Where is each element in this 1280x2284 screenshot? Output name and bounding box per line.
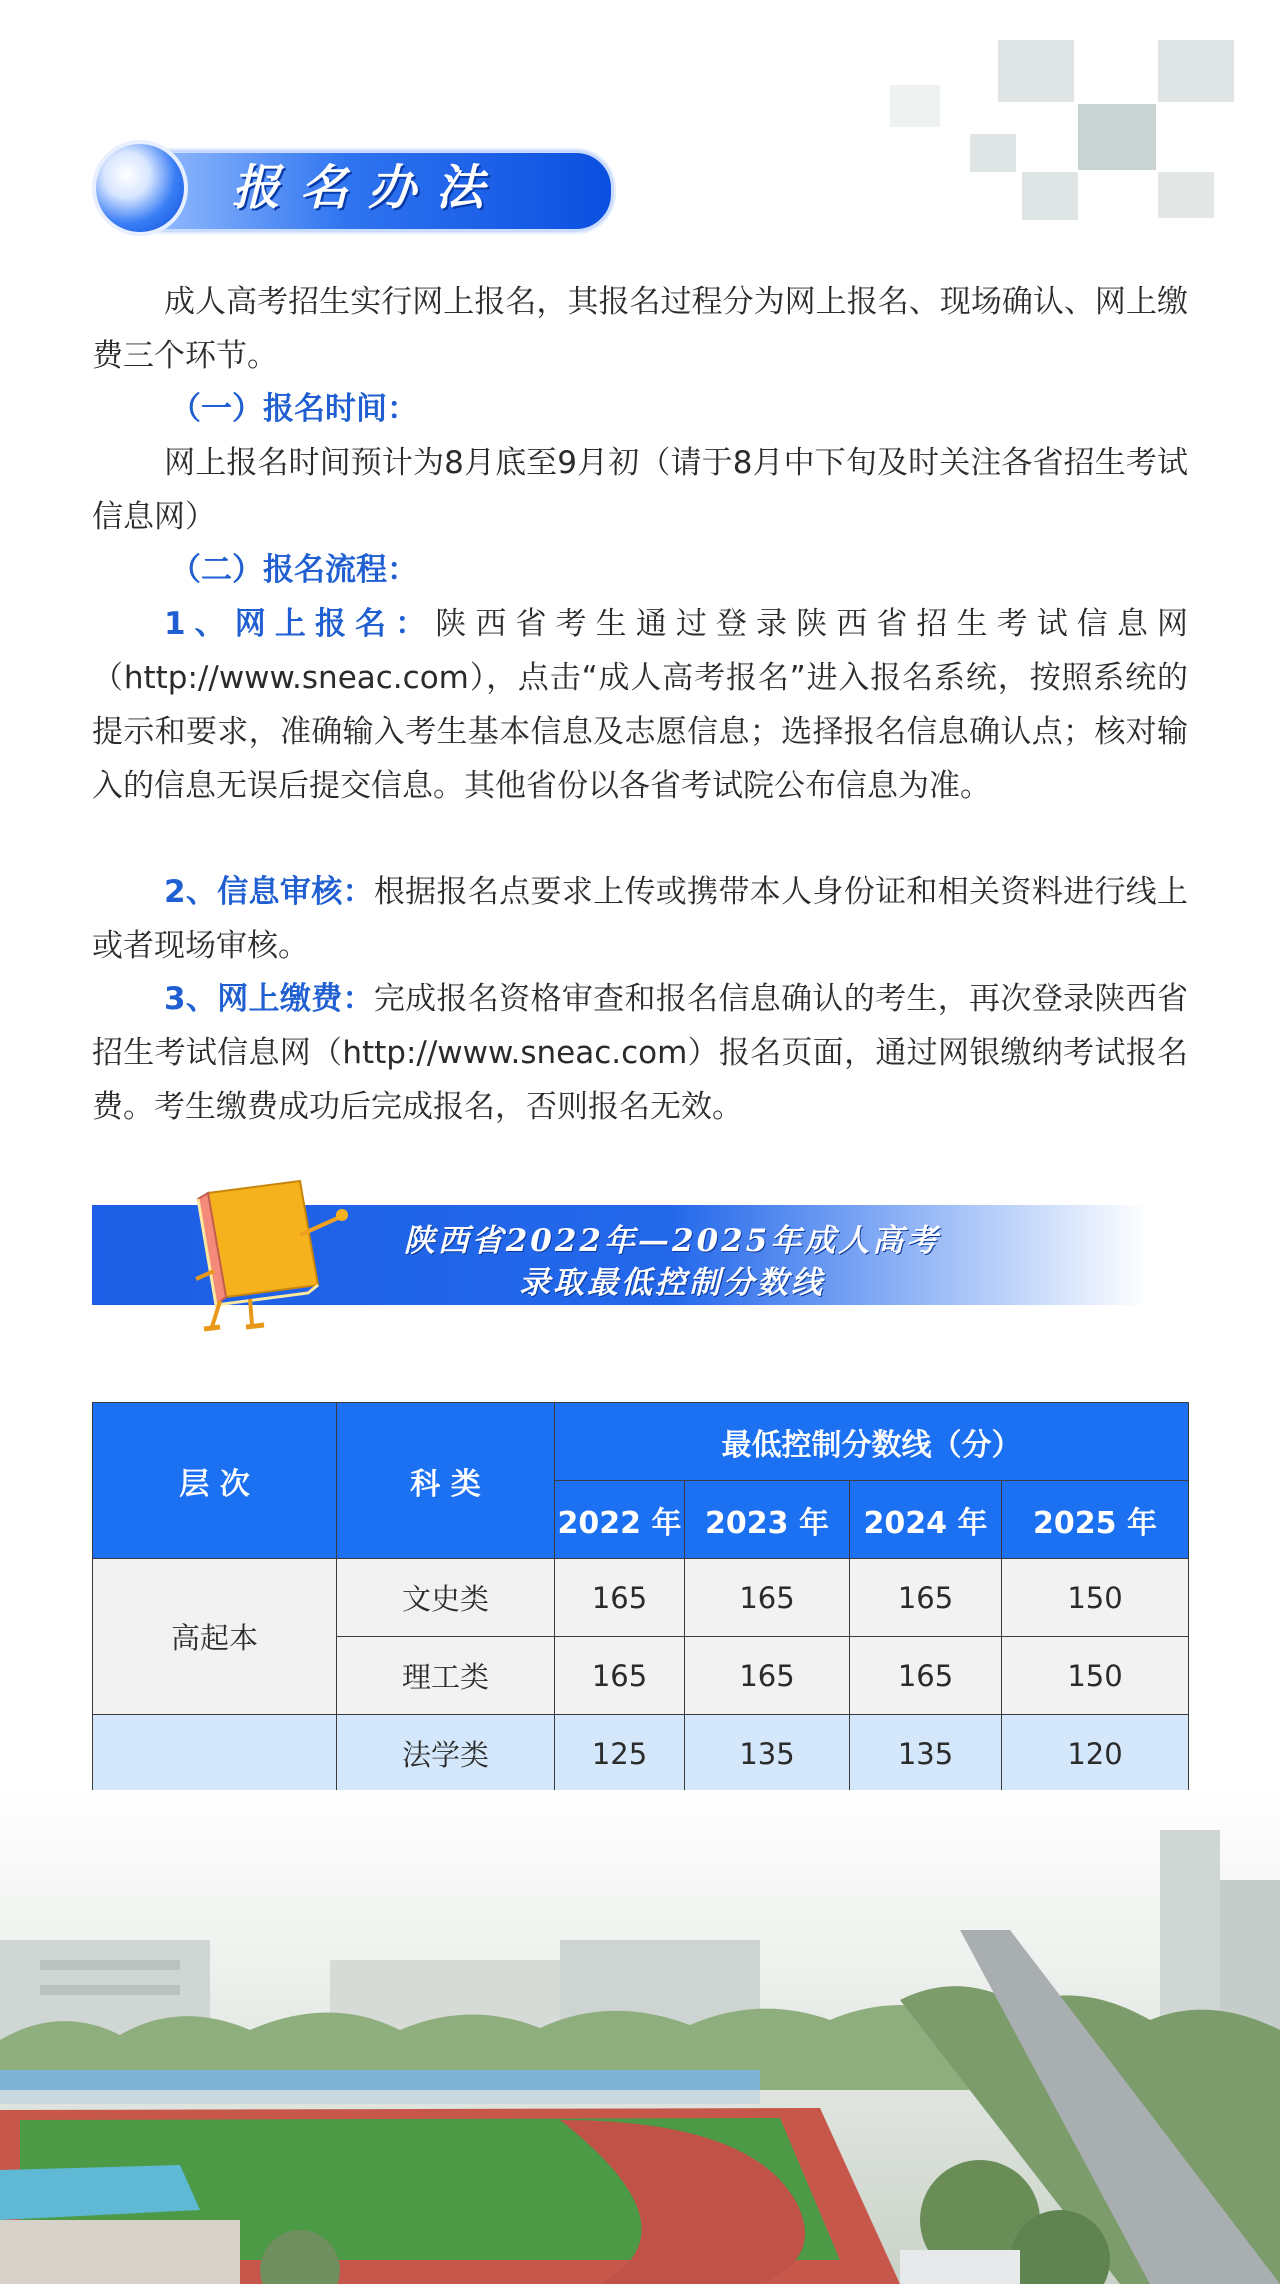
banner-line-1: 陕西省2022年—2025年成人高考 <box>403 1223 941 1259</box>
step-1-label: 1、网上报名： <box>164 606 436 642</box>
section-title: 报名办法 <box>232 160 505 216</box>
year-header: 2023 年 <box>685 1481 850 1559</box>
year-header: 2024 年 <box>850 1481 1002 1559</box>
decor-square <box>1078 104 1156 170</box>
intro-paragraph <box>92 275 1188 383</box>
category-cell: 文史类 <box>337 1559 555 1637</box>
step-3-paragraph <box>92 972 1188 1134</box>
decor-square <box>1022 172 1078 220</box>
score-cell: 165 <box>685 1559 850 1637</box>
score-cell: 165 <box>555 1559 685 1637</box>
year-header: 2022 年 <box>555 1481 685 1559</box>
time-text: 网上报名时间预计为8月底至9月初（请于8月中下旬及时关注各省招生考试信息网） <box>92 445 1188 535</box>
score-cell: 150 <box>1002 1637 1189 1715</box>
decor-square <box>890 85 940 127</box>
score-cell: 150 <box>1002 1559 1189 1637</box>
campus-photo <box>0 1790 1280 2284</box>
table-row <box>93 1715 1189 1793</box>
decor-square <box>1158 40 1234 102</box>
category-cell: 理工类 <box>337 1637 555 1715</box>
col-group-header: 最低控制分数线（分） <box>555 1403 1189 1481</box>
score-cell: 165 <box>685 1637 850 1715</box>
col-category-header: 科 类 <box>337 1403 555 1559</box>
process-heading: （二）报名流程： <box>170 552 418 588</box>
time-paragraph <box>92 436 1188 544</box>
score-cell: 165 <box>850 1637 1002 1715</box>
decor-square <box>970 134 1016 172</box>
level-cell: 高起本 <box>93 1559 337 1715</box>
col-level-header: 层 次 <box>93 1403 337 1559</box>
score-cell: 165 <box>555 1637 685 1715</box>
score-cell: 120 <box>1002 1715 1189 1793</box>
decor-square <box>1158 172 1214 218</box>
year-header: 2025 年 <box>1002 1481 1189 1559</box>
step-2-paragraph <box>92 865 1188 973</box>
step-3-text: 完成报名资格审查和报名信息确认的考生，再次登录陕西省招生考试信息网（http://www.sneac.com）报名页面，通过网银缴纳考试报名费。考生缴费成功后完成报名，否则报名无效。 <box>92 981 1188 1125</box>
intro-text: 成人高考招生实行网上报名，其报名过程分为网上报名、现场确认、网上缴费三个环节。 <box>92 284 1188 374</box>
decor-square <box>998 40 1074 102</box>
title-circle-icon <box>92 140 188 236</box>
banner-line-2: 录取最低控制分数线 <box>519 1265 825 1301</box>
score-cell: 165 <box>850 1559 1002 1637</box>
step-2-label: 2、信息审核： <box>164 874 374 910</box>
score-cell: 135 <box>850 1715 1002 1793</box>
step-3-label: 3、网上缴费： <box>164 981 374 1017</box>
section-title-badge <box>92 140 610 236</box>
score-cell: 135 <box>685 1715 850 1793</box>
table-row <box>93 1559 1189 1637</box>
time-heading: （一）报名时间： <box>170 391 418 427</box>
book-mascot-icon <box>190 1175 360 1355</box>
score-cell: 125 <box>555 1715 685 1793</box>
step-2-text: 根据报名点要求上传或携带本人身份证和相关资料进行线上或者现场审核。 <box>92 874 1188 964</box>
category-cell: 法学类 <box>337 1715 555 1793</box>
table-header-row <box>93 1403 1189 1481</box>
step-1-paragraph <box>92 597 1188 813</box>
step-1-text: 陕西省考生通过登录陕西省招生考试信息网（http://www.sneac.com），点击“成人高考报名”进入报名系统，按照系统的提示和要求，准确输入考生基本信息及志愿信息；选择报名信息确认点；核对输入的信息无误后提交信息。其他省份以各省考试院公布信息为准。 <box>92 606 1188 804</box>
